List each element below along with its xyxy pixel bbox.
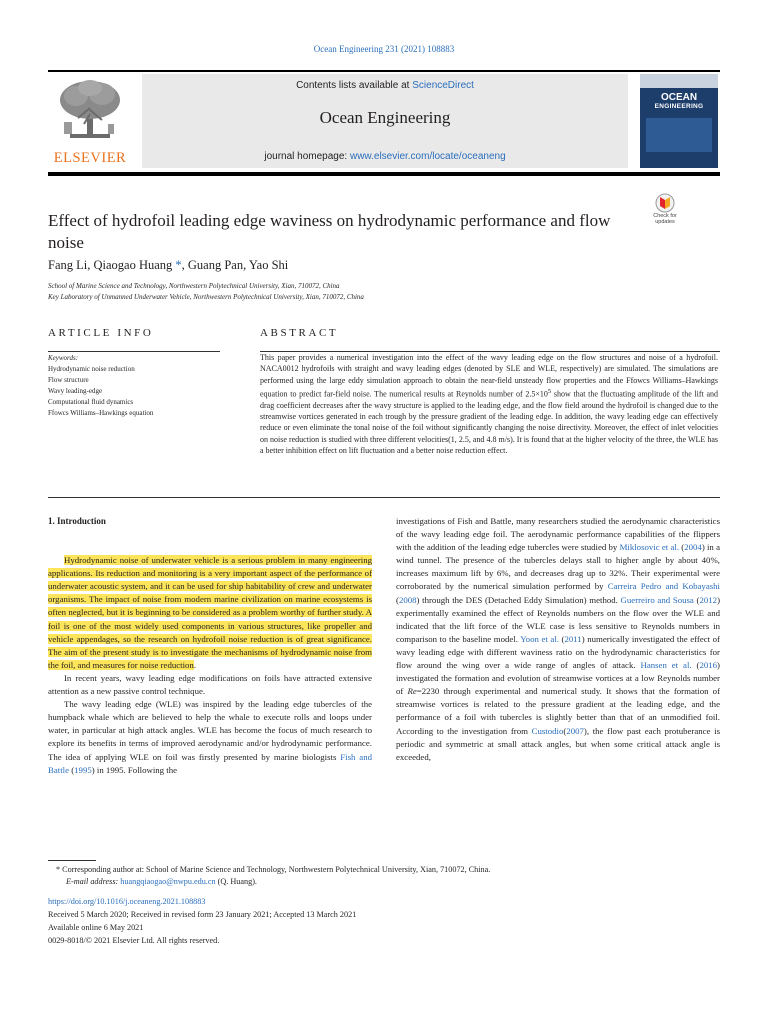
- abstract-part1: This paper provides a numerical investigation into the effect of the wavy leading edge on the flow structures and noise of a hydrofoil. NACA0012 hydrofoils with straight and wavy leading edges (denoted by SLE and WLE, respectively) are simulated. The simulations are performed using the large eddy simulation approach to obtain the near-field unsteady flow properties and the Ffowcs Williams–Hawkings equation to predict far-field noise. The numerical results at Reynolds number of: [260, 353, 718, 399]
- journal-cover-thumbnail[interactable]: [640, 74, 718, 168]
- contents-prefix: Contents lists available at: [296, 80, 413, 91]
- journal-masthead: [142, 74, 628, 168]
- highlighted-text: Hydrodynamic noise of underwater vehicle is a serious problem in many engineering applications. Its reduction and monitoring is a very important aspect of the performance of underwater acoustic system, and it can be used for ship habitability of crew and underwater organisms. The impact of noise from modern marine civilization on marine ecosystems is often neglected, but it is beginning to be considered as a problem worthy of further study. A foil is one of the most widely used components in various structures, like propeller and vehicle appendages, so the research on hydrofoil noise reduction is of great significance. The aim of the present study is to investigate the mechanisms of hydrodynamic noise from the foil, and measures for noise reduction: [48, 555, 372, 670]
- cover-image-strip: [646, 118, 712, 152]
- abstract-text: [260, 352, 718, 456]
- header-bottom-rule: [48, 172, 720, 176]
- email-suffix: (Q. Huang).: [215, 877, 257, 886]
- email-link[interactable]: huangqiaogao@nwpu.edu.cn: [120, 877, 216, 886]
- available-online: Available online 6 May 2021: [48, 923, 144, 932]
- email-footnote: [48, 877, 720, 886]
- body-separator-rule: [48, 497, 720, 498]
- abstract-heading: ABSTRACT: [260, 327, 339, 339]
- corresponding-author-mark[interactable]: *: [175, 258, 182, 272]
- citation-link[interactable]: Miklosovic et al.: [619, 542, 680, 553]
- elsevier-logo[interactable]: [48, 74, 132, 168]
- check-for-updates-badge[interactable]: [646, 193, 684, 229]
- contents-lists-line: [142, 80, 628, 91]
- intro-paragraph-2: In recent years, wavy leading edge modifications on foils have attracted extensive attention as a new passive control technique.: [48, 672, 372, 697]
- updates-bookmark-icon: [646, 193, 684, 213]
- abstract-part2: show that the fluctuating amplitude of the lift and drag coefficient decreases after the wavy structure is applied to the leading edge, and the flow field around the hydrofoil is changed due to the streamwise vortices generated in each trough by the pressure gradient of the leading edge. In addition, the wavy leading edge can effectively reduce or even eliminate the tonal noise of the foil without significantly changing the noise directivity. Moreover, the effect of inlet velocities on noise reduction is studied with three different velocities(1, 2.5, and 4.8 m/s). It is found that at the higher velocity of the three, the WLE has a better inhibition effect on lift fluctuation and a better noise reduction effect.: [260, 389, 718, 456]
- r-text-h: ), the flow past each protuberance is periodic and symmetric at small attack angles, but when some critical attack angle is exceeded,: [396, 725, 720, 762]
- reynolds-symbol: Re: [407, 686, 417, 697]
- article-info-rule: [48, 351, 220, 352]
- affiliation-2: Key Laboratory of Unmanned Underwater Vehicle, Northwestern Polytechnical University, Xian, 710072, China: [48, 293, 364, 301]
- citation-link[interactable]: Yoon et al.: [520, 633, 559, 644]
- citation-link[interactable]: Fish and Battle: [48, 751, 372, 775]
- p1-period: .: [193, 659, 197, 670]
- body-column-right: [396, 515, 720, 764]
- authors-rest: , Guang Pan, Yao Shi: [181, 258, 289, 272]
- reynolds-number: 2.5×10: [525, 389, 548, 399]
- p3-text-a: The wavy leading edge (WLE) was inspired by the leading edge tubercles of the humpback whale which are believed to help the whale to execute rolls and loops under water, in particular at high attack angles. WLE has become the focus of much research to explore its benefits in terms of improved aerodynamic and/or hydrodynamic performance. The idea of applying WLE on foil was firstly presented by marine biologists: [48, 699, 372, 762]
- citation-year-link[interactable]: 2007: [566, 725, 584, 736]
- footnote-text: Corresponding author at: School of Marine Science and Technology, Northwestern Polytechnical University, Xian, 710072, China.: [60, 865, 491, 874]
- homepage-link[interactable]: www.elsevier.com/locate/oceaneng: [349, 151, 506, 162]
- r-text-b: ) in a wind tunnel. The presence of the tubercles delays stall to higher angle by about 40%, increases maximum lift by 6%, and decreases drag up to 32%. Their experimental were corroborated by the numerical simulation performed by: [396, 542, 720, 592]
- received-dates: Received 5 March 2020; Received in revised form 23 January 2021; Accepted 13 March 2021: [48, 910, 357, 919]
- r-paren: (: [679, 542, 685, 553]
- citation-year-link[interactable]: 2008: [398, 594, 417, 605]
- r-text-g: =2230 through experimental and numerical study. It shows that the formation of streamwise vortices is related to the pressure gradient at the leading edge, and the performance of a foil with tubercles is slightly better than that of an unmodified foil. According to the investigation from: [396, 686, 720, 736]
- author-list: [48, 258, 288, 273]
- citation-link[interactable]: Guerreiro and Sousa: [620, 594, 694, 605]
- citation-year-link[interactable]: 2016: [699, 660, 718, 671]
- intro-paragraph-3: [48, 698, 372, 777]
- keywords-label: Keywords:: [48, 354, 79, 362]
- affiliation-1: School of Marine Science and Technology, Northwestern Polytechnical University, Xian, 710072, China: [48, 282, 340, 290]
- footnote-rule: [48, 860, 96, 861]
- article-info-heading: ARTICLE INFO: [48, 327, 154, 339]
- r-text-d: ) experimentally examined the effect of Reynolds numbers on the flow over the WLE and indicated that the lift force of the WLE case is less sensitive to Reynolds numbers in comparison to the baseline model.: [396, 594, 720, 644]
- keywords-block: [48, 353, 228, 419]
- citation-link[interactable]: Carreira Pedro and Kobayashi: [607, 581, 720, 592]
- heading-spacer: [48, 540, 372, 554]
- corresponding-author-footnote: [48, 865, 720, 874]
- r-text-e: ) numerically investigated the effect of wavy leading edge with different waviness ratio on the hydrodynamic characteristics for flow around the wing over a wide range of angles of attack.: [396, 633, 720, 671]
- elsevier-wordmark: ELSEVIER: [53, 150, 127, 166]
- citation-year-link[interactable]: 1995: [74, 764, 92, 775]
- p3-text-b: ) in 1995. Following the: [91, 764, 178, 775]
- citation-link[interactable]: Custodio: [531, 725, 564, 736]
- body-column-left: [48, 515, 372, 777]
- cover-title-line2: ENGINEERING: [654, 103, 704, 110]
- r-paren: (: [563, 725, 567, 736]
- journal-homepage-line: [142, 151, 628, 162]
- r-text-c: ) through the DES (Detached Eddy Simulation) method.: [416, 594, 621, 605]
- keyword-item: Wavy leading-edge: [48, 387, 103, 395]
- citation-year-link[interactable]: 2004: [684, 542, 702, 553]
- cover-top-band: [640, 74, 718, 88]
- citation-year-link[interactable]: 2011: [564, 633, 582, 644]
- elsevier-tree-icon: [56, 78, 124, 140]
- header-top-rule: [48, 70, 720, 72]
- doi-link[interactable]: https://doi.org/10.1016/j.oceaneng.2021.108883: [48, 897, 206, 906]
- section-heading-introduction: 1. Introduction: [48, 516, 106, 526]
- r-paren: (: [558, 633, 565, 644]
- p3-paren: (: [69, 764, 75, 775]
- r-text-f: ) investigated the formation and evolution of streamwise vortices at a low Reynolds number of: [396, 660, 720, 697]
- email-label: E-mail address:: [66, 877, 119, 886]
- reynolds-exponent: 5: [547, 387, 552, 395]
- intro-paragraph-1: [48, 554, 372, 672]
- journal-citation[interactable]: Ocean Engineering 231 (2021) 108883: [313, 44, 455, 54]
- keyword-item: Hydrodynamic noise reduction: [48, 365, 135, 373]
- citation-year-link[interactable]: 2012: [699, 594, 718, 605]
- right-column-paragraph: [396, 515, 720, 764]
- journal-title: Ocean Engineering: [319, 108, 451, 127]
- keyword-item: Computational fluid dynamics: [48, 398, 134, 406]
- r-paren: (: [693, 594, 700, 605]
- sciencedirect-link[interactable]: ScienceDirect: [412, 80, 474, 91]
- r-paren: (: [396, 594, 399, 605]
- article-title: Effect of hydrofoil leading edge waviness on hydrodynamic performance and flow noise: [48, 211, 611, 252]
- authors-first: Fang Li, Qiaogao Huang: [48, 258, 173, 272]
- updates-label: Check for updates: [653, 213, 677, 225]
- footnote-mark: *: [56, 865, 61, 874]
- r-paren: (: [691, 660, 700, 671]
- cover-title-line1: OCEAN: [660, 92, 698, 103]
- keyword-item: Flow structure: [48, 376, 89, 384]
- homepage-prefix: journal homepage:: [264, 151, 350, 162]
- copyright-line: 0029-8018/© 2021 Elsevier Ltd. All rights reserved.: [48, 936, 220, 945]
- citation-link[interactable]: Hansen et al.: [640, 660, 692, 671]
- r-text-a: investigations of Fish and Battle, many researchers studied the aerodynamic characteristics of the wavy leading edge foil. The aerodynamic performance capabilities of the flippers with the addition of the leading edge tubercles were studied by: [396, 516, 720, 553]
- keyword-item: Ffowcs Williams–Hawkings equation: [48, 409, 154, 417]
